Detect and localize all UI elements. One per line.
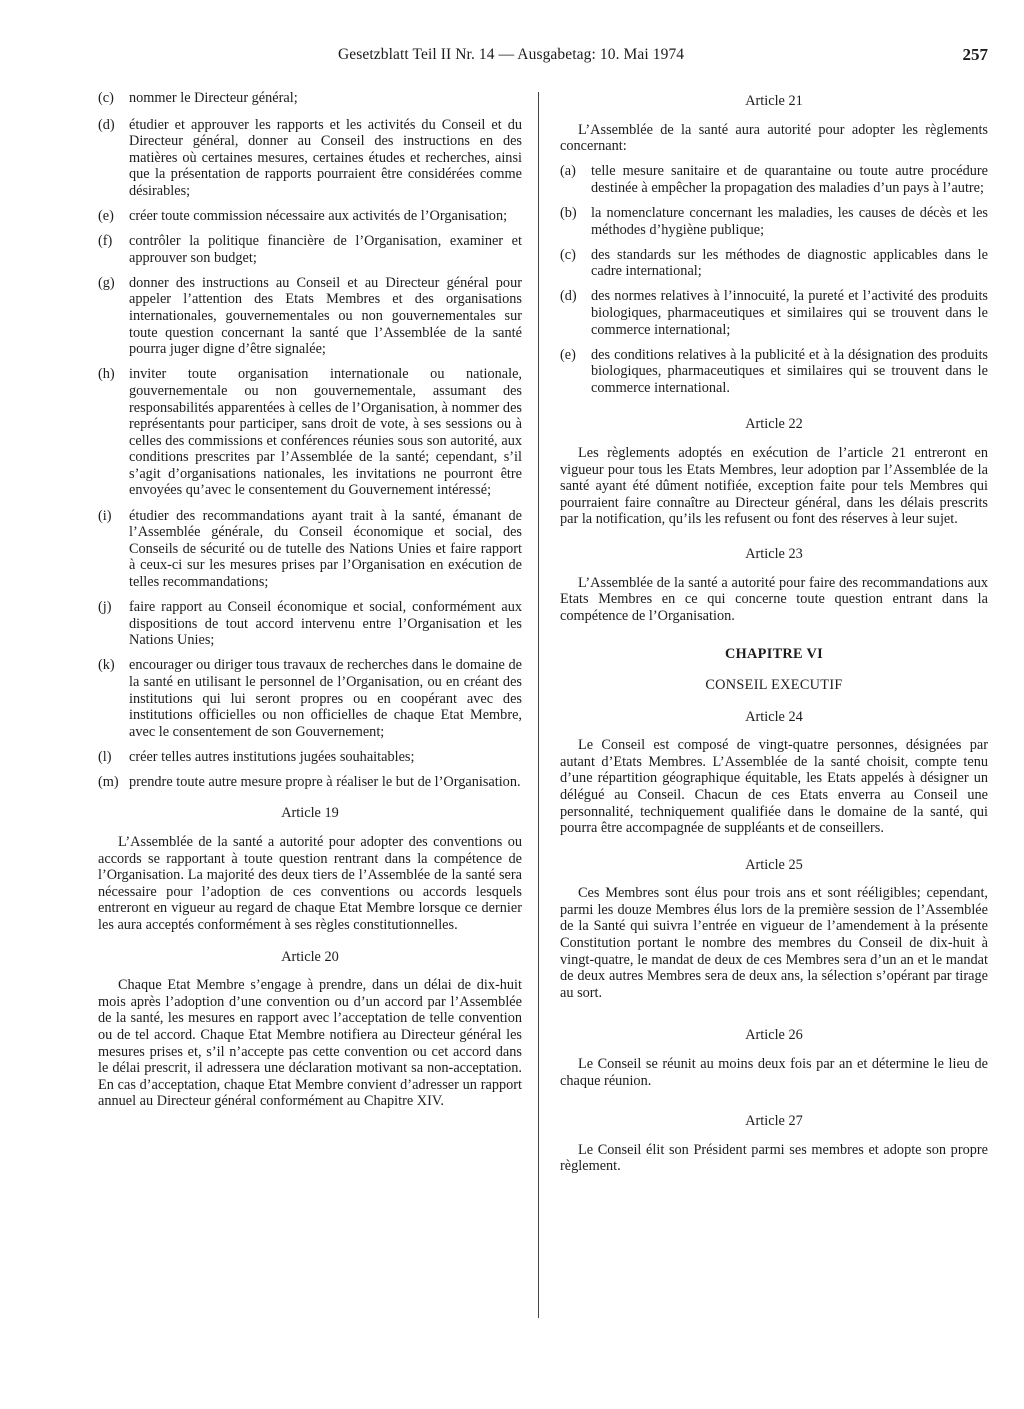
item-label: (d) bbox=[560, 288, 577, 305]
item-text: nommer le Directeur général; bbox=[129, 90, 298, 106]
list-item-a bbox=[560, 163, 988, 196]
item-label: (g) bbox=[98, 274, 115, 291]
item-label: (j) bbox=[98, 599, 112, 616]
article-21-title: Article 21 bbox=[745, 93, 803, 109]
item-text: créer telles autres institutions jugées souhaitables; bbox=[129, 748, 415, 765]
item-label: (c) bbox=[560, 246, 576, 263]
list-item-k bbox=[98, 657, 522, 740]
list-item-f bbox=[98, 233, 522, 266]
article-27-text: Le Conseil élit son Président parmi ses membres et adopte son propre règlement. bbox=[560, 1141, 988, 1175]
item-text: encourager ou diriger tous travaux de recherches dans le domaine de la santé en utilisant le personnel de l’Organisation, ou en créant des institutions qui lui seront propres ou en coopérant avec des institutions officielles ou non officielles de chaque Etat Membre, avec le consentement de son Gouvernement; bbox=[129, 657, 522, 740]
list-item-e bbox=[560, 347, 988, 397]
item-label: (a) bbox=[560, 163, 576, 180]
article-19-title: Article 19 bbox=[281, 805, 339, 822]
item-label: (c) bbox=[98, 90, 114, 106]
article-26-text: Le Conseil se réunit au moins deux fois par an et détermine le lieu de chaque réunion. bbox=[560, 1056, 988, 1089]
item-text: donner des instructions au Conseil et au Directeur général pour appeler l’attention des Etats Membres et des organisations internationales, gouvernementales ou non gouvernementales sur toute question concernant la santé que l’Assemblée de la santé pourra juger digne d’être signalée; bbox=[129, 274, 522, 358]
article-20-text: Chaque Etat Membre s’engage à prendre, dans un délai de dix-huit mois après l’adoption d’une convention ou d’un accord par l’Assemblée de la santé, les mesures en rapport avec l’acceptation de telle convention ou de tel accord. Chaque Etat Membre notifiera au Directeur général les mesures prises et, s’il n’accepte pas cette convention ou cet accord dans le délai prescrit, il adressera une déclaration motivant sa non-acceptation. En cas d’acceptation, chaque Etat Membre convient d’adresser un rapport annuel au Directeur général conformément au Chapitre XIV. bbox=[98, 977, 522, 1110]
item-text: prendre toute autre mesure propre à réaliser le but de l’Organisation. bbox=[129, 773, 521, 790]
item-label: (f) bbox=[98, 233, 113, 250]
item-text: étudier et approuver les rapports et les activités du Conseil et du Directeur général, donner au Conseil des instructions en des matières où certaines mesures, certaines études et recherches, ainsi que la présentation de rapports pourraient être considérées comme désirables; bbox=[129, 116, 522, 199]
list-item-b bbox=[560, 205, 988, 238]
list-item-h bbox=[98, 366, 522, 499]
item-label: (e) bbox=[98, 208, 114, 225]
article-24-text: Le Conseil est composé de vingt-quatre personnes, désignées par autant d’Etats Membres. L’Assemblée de la santé choisit, compte tenu d’une répartition géographique équitable, les Etats appelés à désigner un délégué au Conseil. Chacun de ces Etats enverra au Conseil une personnalité, techniquement qualifiée dans le domaine de la santé, qui pourra être accompagnée de suppléants et de conseillers. bbox=[560, 737, 988, 837]
article-23-title: Article 23 bbox=[745, 545, 803, 562]
article-22-text: Les règlements adoptés en exécution de l’article 21 entreront en vigueur pour tous les Etats Membres, leur adoption par l’Assemblée de la santé ayant été dûment notifiée, exception faite pour tels Membres qui pourraient faire connaître au Directeur général, dans les délais prescrits par la notification, qu’ils les refusent ou font des réserves à leur sujet. bbox=[560, 445, 988, 528]
article-23-text: L’Assemblée de la santé a autorité pour faire des recommandations aux Etats Membres en ce qui concerne toute question entrant dans la compétence de l’Organisation. bbox=[560, 574, 988, 624]
item-label: (m) bbox=[98, 773, 119, 790]
chapter-title: CHAPITRE VI bbox=[725, 646, 823, 663]
article-19-text: L’Assemblée de la santé a autorité pour adopter des conventions ou accords se rapportant à toute question rentrant dans la compétence de l’Organisation. La majorité des deux tiers de l’Assemblée de la santé sera nécessaire pour l’adoption de ces conventions ou accords lesquels entreront en vigueur au regard de chaque Etat Membre lorsque ce dernier les aura acceptés conformément à ses règles constitutionnelles. bbox=[98, 834, 522, 934]
page-number: 257 bbox=[962, 45, 988, 64]
left-column bbox=[98, 90, 522, 1110]
header-title: Gesetzblatt Teil II Nr. 14 — Ausgabetag: 10. Mai 1974 bbox=[338, 46, 685, 63]
list-item-m bbox=[98, 774, 522, 791]
list-item-d bbox=[98, 117, 522, 200]
item-text: créer toute commission nécessaire aux activités de l’Organisation; bbox=[129, 208, 508, 225]
item-label: (i) bbox=[98, 507, 112, 524]
list-item-i bbox=[98, 508, 522, 591]
item-label: (b) bbox=[560, 204, 577, 221]
article-26-title: Article 26 bbox=[745, 1027, 803, 1044]
item-text: des conditions relatives à la publicité et à la désignation des produits biologiques, pharmaceutiques et similaires qui se trouvent dans le commerce international. bbox=[591, 346, 988, 396]
item-text: la nomenclature concernant les maladies, les causes de décès et les méthodes d’hygiène publique; bbox=[591, 204, 988, 238]
article-20-title: Article 20 bbox=[281, 948, 339, 965]
list-item-g bbox=[98, 275, 522, 358]
item-label: (l) bbox=[98, 748, 112, 765]
article-21-intro: L’Assemblée de la santé aura autorité pour adopter les règlements concernant: bbox=[560, 121, 988, 155]
article-27-title: Article 27 bbox=[745, 1113, 803, 1130]
column-divider bbox=[538, 92, 539, 1318]
page-header bbox=[100, 46, 988, 70]
item-label: (e) bbox=[560, 346, 576, 363]
list-item-l bbox=[98, 749, 522, 766]
list-item-d bbox=[560, 288, 988, 338]
item-label: (h) bbox=[98, 366, 115, 383]
item-text: faire rapport au Conseil économique et social, conformément aux dispositions de tout accord intervenu entre l’Organisation et les Nations Unies; bbox=[129, 599, 522, 649]
list-item-e bbox=[98, 208, 522, 225]
item-text: des normes relatives à l’innocuité, la pureté et l’activité des produits biologiques, pharmaceutiques et similaires qui se trouvent dans le commerce international; bbox=[591, 288, 988, 338]
right-column bbox=[560, 93, 988, 1175]
item-text: telle mesure sanitaire et de quarantaine ou toute autre procédure destinée à empêcher la propagation des maladies d’un pays à l’autre; bbox=[591, 163, 988, 196]
list-item-c bbox=[560, 247, 988, 280]
item-text: des standards sur les méthodes de diagnostic applicables dans le cadre international; bbox=[591, 246, 988, 280]
article-22-title: Article 22 bbox=[745, 416, 803, 433]
article-25-text: Ces Membres sont élus pour trois ans et sont rééligibles; cependant, parmi les douze Membres élus lors de la première session de l’Assemblée de la Santé qui suivra l’entrée en vigueur de l’amendement à la présente Constitution portant le nombre des membres du Conseil de dix-huit à vingt-quatre, le mandat de deux de ces Membres sera d’un an et le mandat de deux autres Membres sera de deux ans, la sélection s’opérant par tirage au sort. bbox=[560, 885, 988, 1001]
list-item-j bbox=[98, 599, 522, 649]
item-label: (d) bbox=[98, 116, 115, 133]
item-text: inviter toute organisation internationale ou nationale, gouvernementale ou non gouvernementale, assumant des responsabilités apparentées à celles de l’Organisation, à nommer des représentants pour participer, sans droit de vote, à ses sessions ou à celles des commissions et conférences réunies sous son autorité, aux conditions prescrites par l’Assemblée de la santé; cependant, s’il s’agit d’organisations nationales, les invitations ne pourront être envoyées qu’avec le consentement du Gouvernement intéressé; bbox=[129, 366, 522, 499]
item-text: étudier des recommandations ayant trait à la santé, émanant de l’Assemblée générale, du Conseil économique et social, des Conseils de sécurité ou de tutelle des Nations Unies et faire rapport à ceux-ci sur les mesures prises par l’Organisation en exécution de telles recommandations; bbox=[129, 507, 522, 590]
article-24-title: Article 24 bbox=[745, 708, 803, 725]
article-25-title: Article 25 bbox=[745, 856, 803, 873]
list-item-c bbox=[98, 90, 522, 107]
item-text: contrôler la politique financière de l’Organisation, examiner et approuver son budget; bbox=[129, 233, 522, 266]
item-label: (k) bbox=[98, 657, 115, 674]
chapter-subtitle: CONSEIL EXECUTIF bbox=[705, 676, 843, 693]
